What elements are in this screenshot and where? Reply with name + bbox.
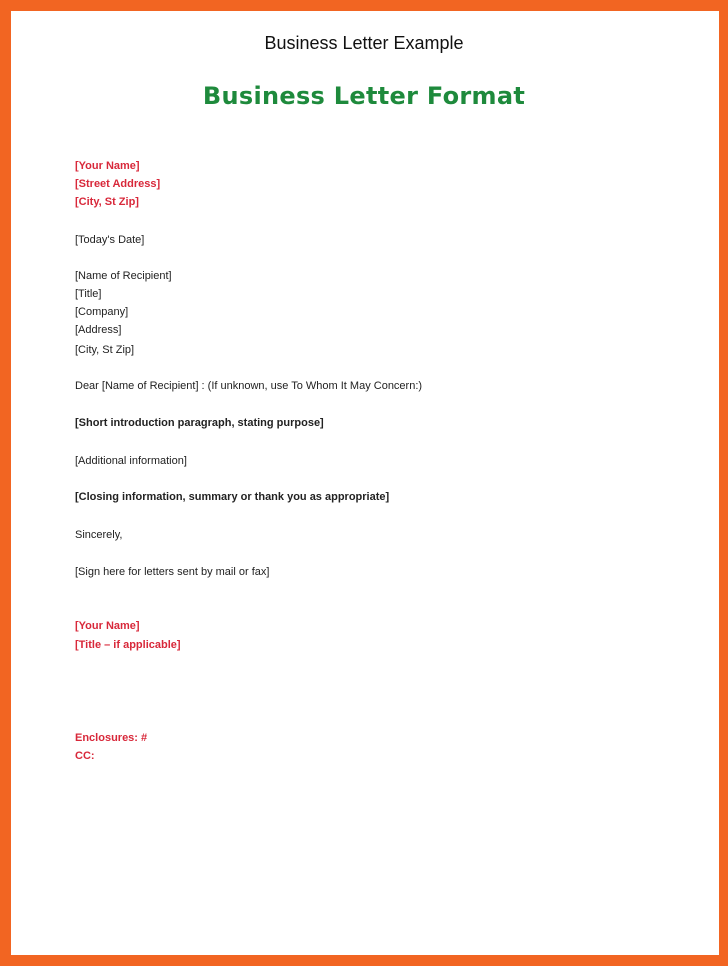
signature-line: [Sign here for letters sent by mail or fax] — [75, 566, 270, 578]
letter-date: [Today's Date] — [75, 234, 145, 246]
recipient-name: [Name of Recipient] — [75, 270, 172, 282]
recipient-city: [City, St Zip] — [75, 344, 135, 356]
letter-heading: Business Letter Format — [202, 82, 526, 110]
signer-title: [Title – if applicable] — [75, 639, 181, 651]
enclosures-line: Enclosures: # — [75, 732, 148, 744]
sender-city: [City, St Zip] — [75, 196, 139, 208]
cc-line: CC: — [75, 750, 95, 762]
sender-street: [Street Address] — [75, 178, 161, 190]
salutation: Dear [Name of Recipient] : (If unknown, use To Whom It May Concern:) — [75, 380, 423, 392]
recipient-address: [Address] — [75, 324, 122, 336]
intro-paragraph: [Short introduction paragraph, stating purpose] — [75, 417, 324, 429]
recipient-company: [Company] — [75, 306, 129, 318]
additional-paragraph: [Additional information] — [75, 455, 187, 467]
sender-name: [Your Name] — [75, 160, 140, 172]
recipient-title: [Title] — [75, 288, 102, 300]
sign-off: Sincerely, — [75, 529, 123, 541]
page-title: Business Letter Example — [264, 33, 464, 53]
signer-name: [Your Name] — [75, 620, 140, 632]
closing-paragraph: [Closing information, summary or thank you as appropriate] — [75, 491, 390, 503]
